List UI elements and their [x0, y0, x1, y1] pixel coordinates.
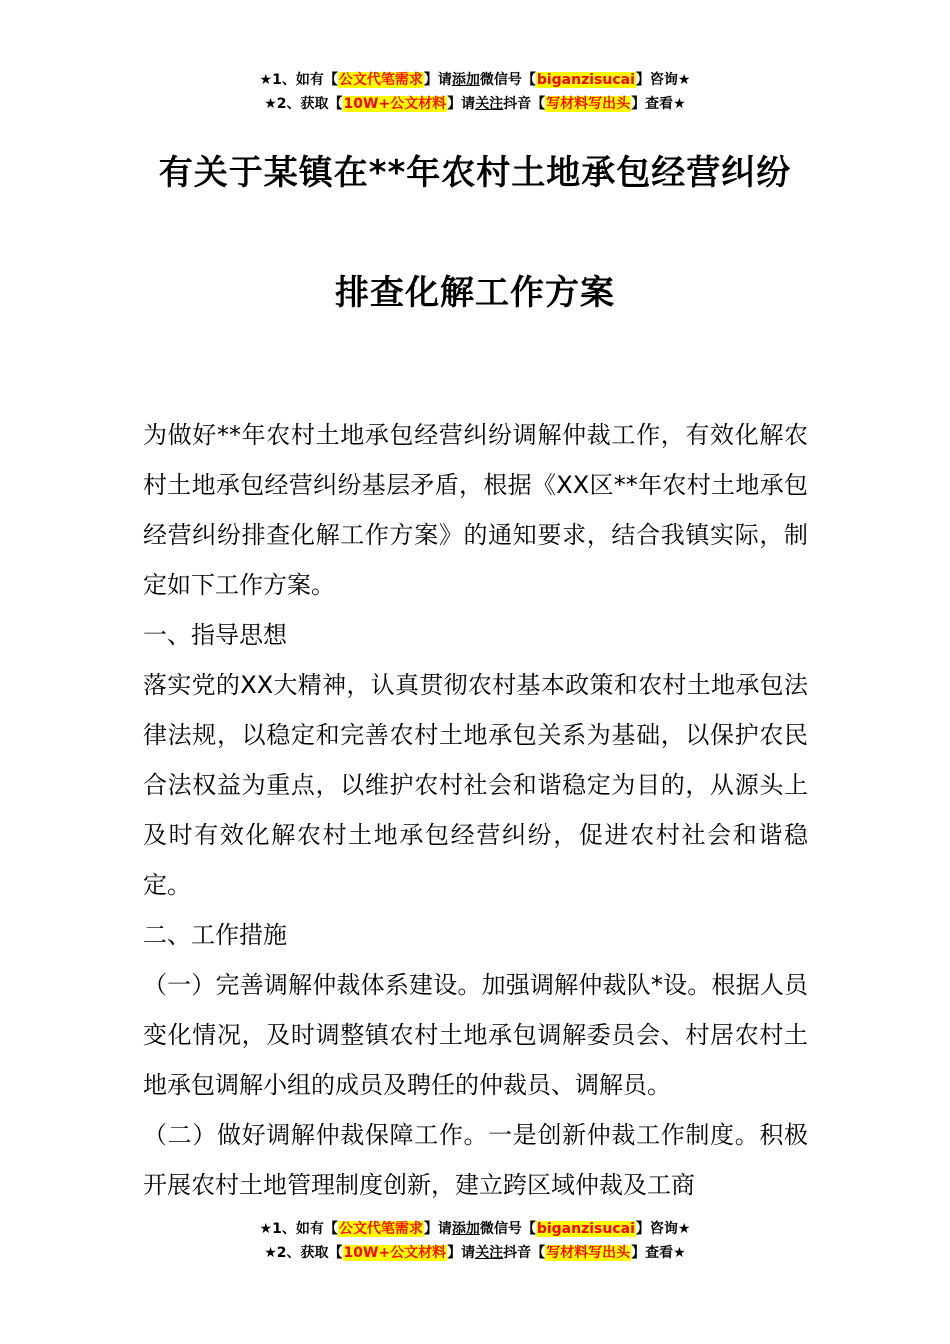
section-heading-work-measures: 二、工作措施: [143, 921, 287, 949]
section-heading-guiding-ideology: 一、指导思想: [143, 621, 287, 649]
banner-text: 】请: [423, 1221, 452, 1237]
banner-text: 抖音【: [503, 1245, 546, 1261]
paragraph-measure-1: （一）完善调解仲裁体系建设。加强调解仲裁队*设。根据人员变化情况，及时调整镇农村土地承包调解委员会、村居农村土地承包调解小组的成员及聘任的仲裁员、调解员。: [143, 971, 808, 1099]
banner-text: 微信号【: [479, 1221, 536, 1237]
document-body: [143, 410, 808, 1210]
header-banner: [0, 68, 950, 116]
footer-banner: [0, 1217, 950, 1265]
banner-highlight: 写材料写出头: [546, 96, 631, 112]
banner-text: ★1、如有【: [259, 1221, 338, 1237]
banner-text: 微信号【: [479, 72, 536, 88]
banner-text: 】咨询★: [635, 1221, 691, 1237]
paragraph-guiding-ideology: 落实党的XX大精神，认真贯彻农村基本政策和农村土地承包法律法规，以稳定和完善农村土地承包关系为基础，以保护农民合法权益为重点，以维护农村社会和谐稳定为目的，从源头上及时有效化解农村土地承包经营纠纷，促进农村社会和谐稳定。: [143, 671, 808, 899]
banner-text: ★2、获取【: [264, 96, 343, 112]
banner-underlined: 关注: [475, 96, 504, 112]
banner-highlight: 公文代笔需求: [338, 1221, 423, 1237]
banner-highlight: biganzisucai: [536, 1221, 635, 1237]
banner-underlined: 添加: [451, 72, 480, 88]
banner-text: 】查看★: [631, 96, 686, 112]
banner-underlined: 添加: [451, 1221, 480, 1237]
banner-line-1: [0, 1217, 950, 1241]
banner-text: 】请: [423, 72, 452, 88]
banner-highlight: 10W+公文材料: [343, 96, 447, 112]
banner-text: ★1、如有【: [259, 72, 338, 88]
banner-underlined: 关注: [475, 1245, 504, 1261]
banner-highlight: 写材料写出头: [546, 1245, 631, 1261]
document-title-line-1: 有关于某镇在**年农村土地承包经营纠纷: [158, 153, 792, 193]
banner-highlight: 公文代笔需求: [338, 72, 423, 88]
banner-text: 】请: [447, 1245, 476, 1261]
banner-highlight: 10W+公文材料: [343, 1245, 447, 1261]
banner-text: 】请: [447, 96, 476, 112]
paragraph-measure-2: （二）做好调解仲裁保障工作。一是创新仲裁工作制度。积极开展农村土地管理制度创新，建立跨区域仲裁及工商: [143, 1121, 808, 1199]
banner-text: 】咨询★: [635, 72, 691, 88]
banner-line-1: [0, 68, 950, 92]
banner-line-2: [0, 1241, 950, 1265]
banner-text: 】查看★: [631, 1245, 686, 1261]
banner-text: 抖音【: [503, 96, 546, 112]
banner-text: ★2、获取【: [264, 1245, 343, 1261]
banner-line-2: [0, 92, 950, 116]
banner-highlight: biganzisucai: [536, 72, 635, 88]
document-title-line-2: 排查化解工作方案: [335, 273, 615, 313]
paragraph-intro: 为做好**年农村土地承包经营纠纷调解仲裁工作，有效化解农村土地承包经营纠纷基层矛盾，根据《XX区**年农村土地承包经营纠纷排查化解工作方案》的通知要求，结合我镇实际，制定如下工作方案。: [143, 421, 808, 599]
